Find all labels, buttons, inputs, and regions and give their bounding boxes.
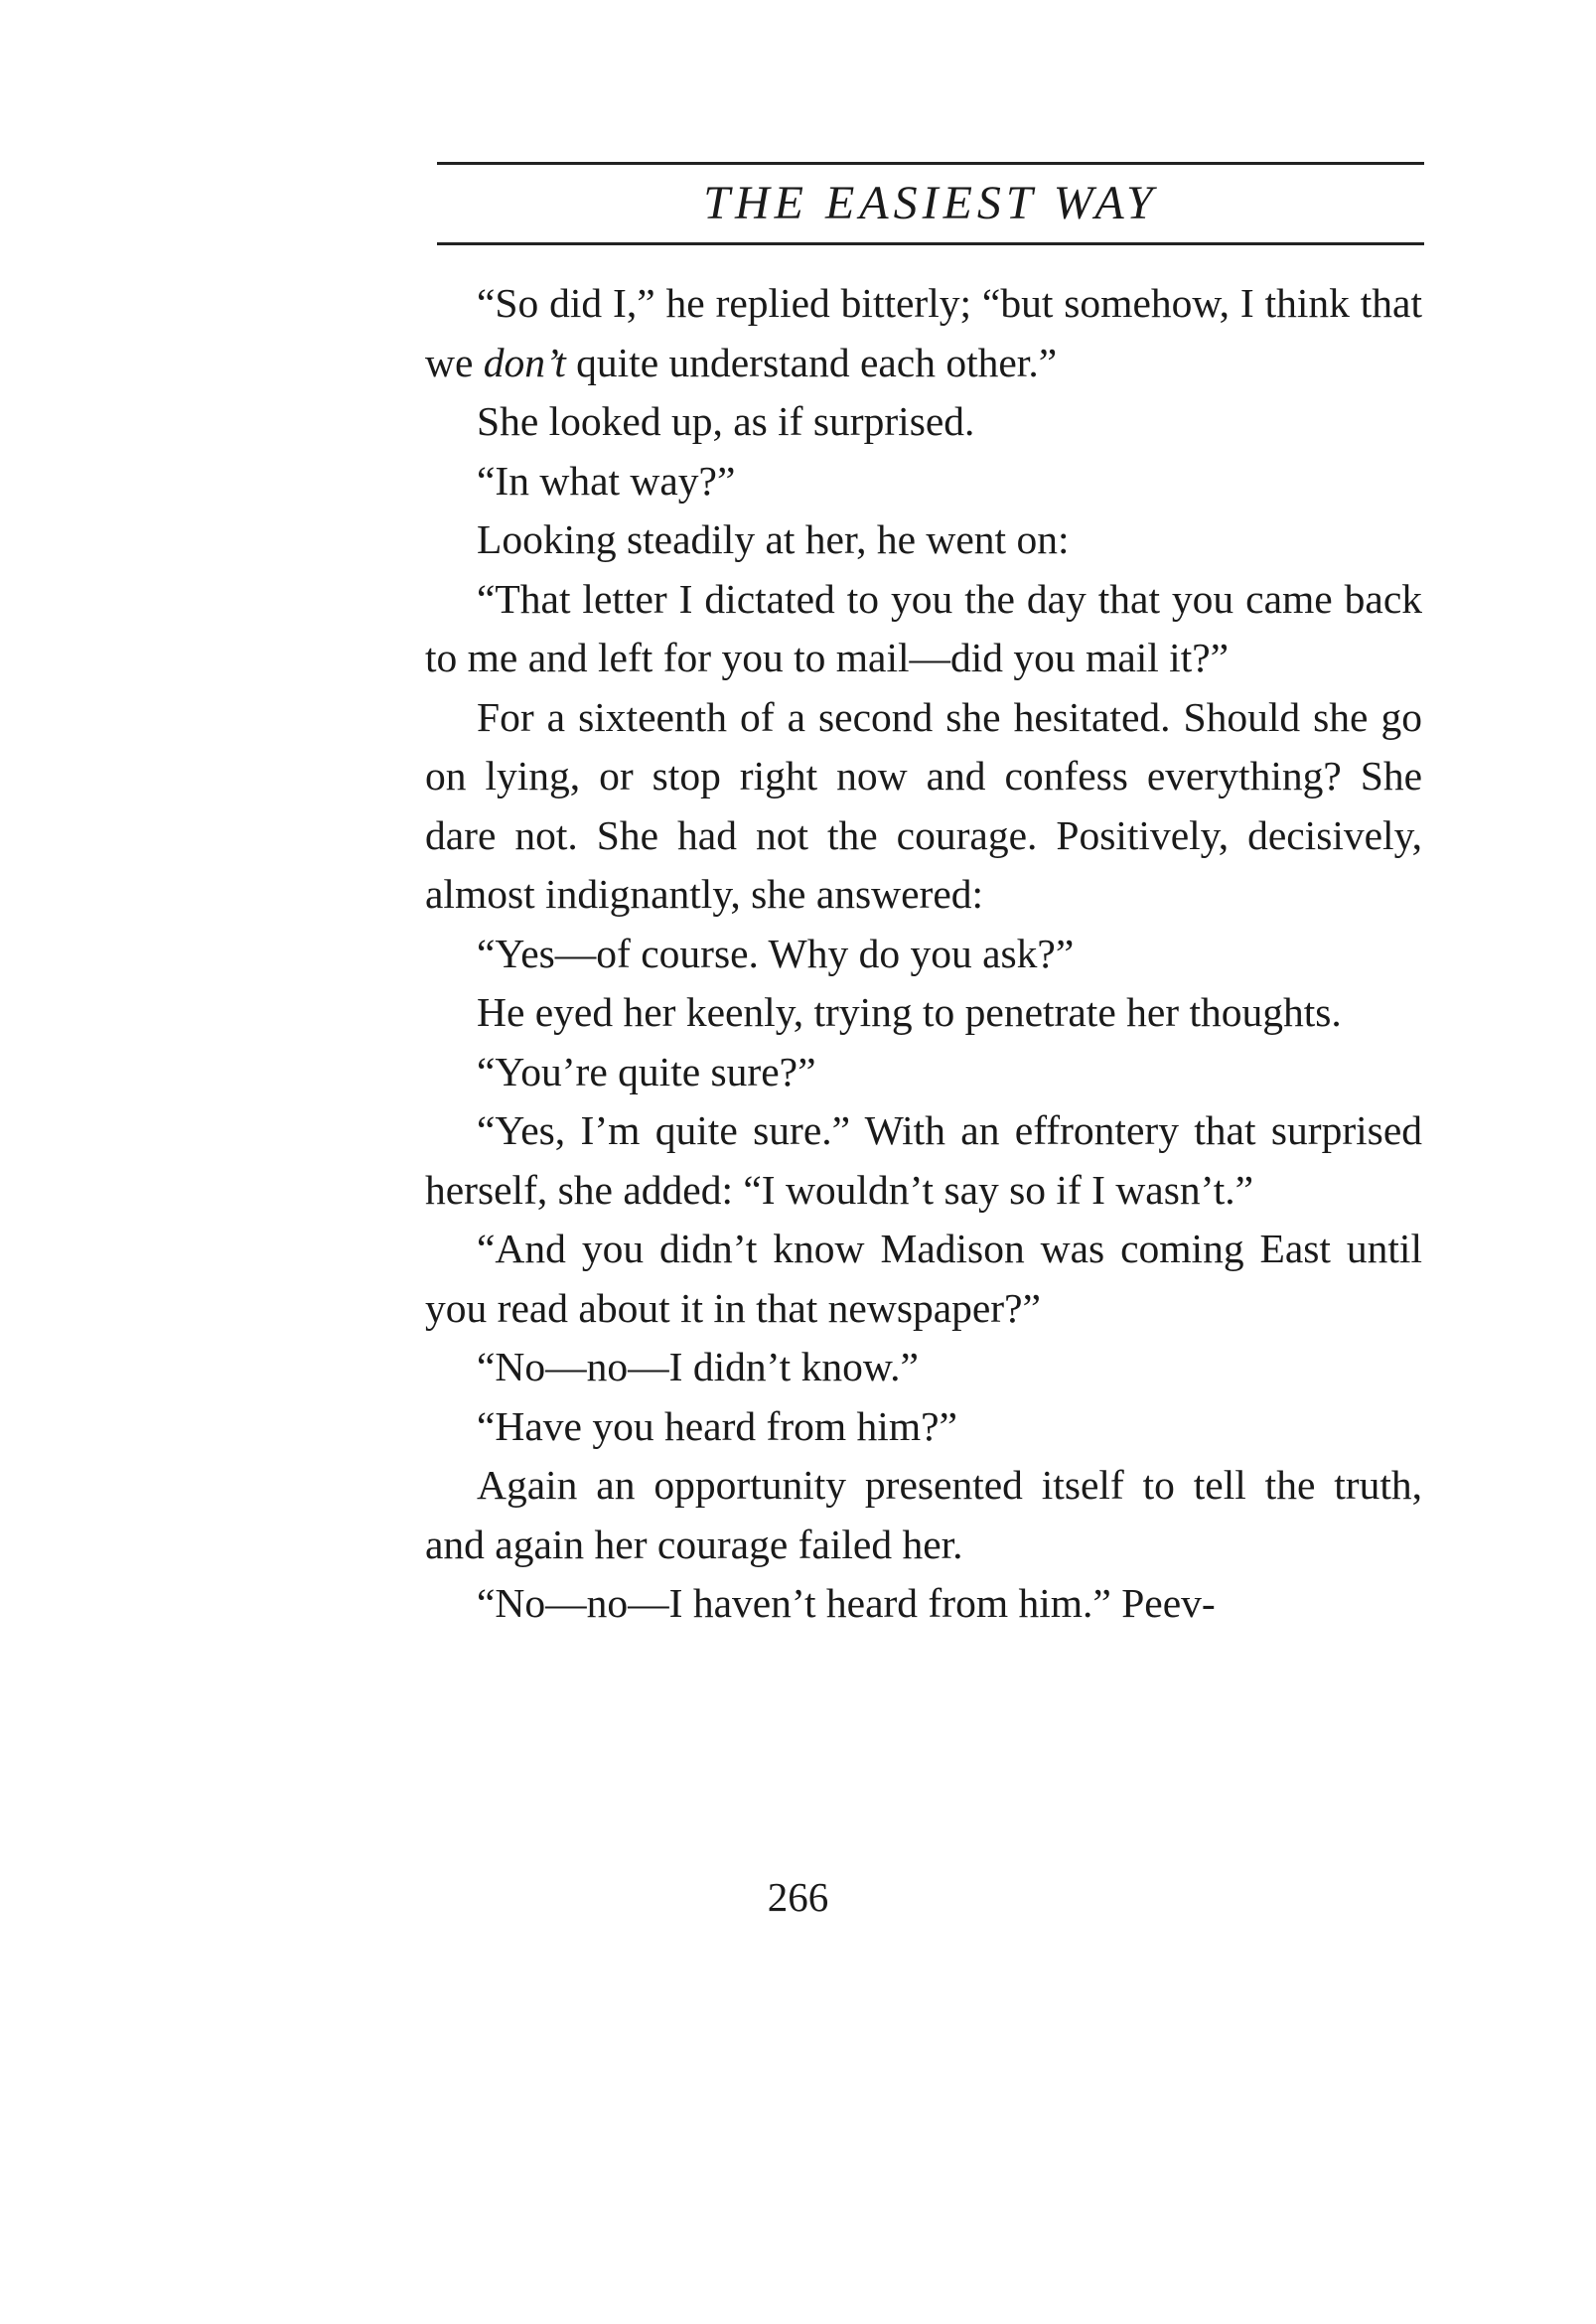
text-run: quite understand each other.” bbox=[565, 339, 1058, 385]
running-head: THE EASIEST WAY bbox=[703, 177, 1158, 229]
text-run: “And you didn’t know Madison was coming East until you read about it in that newspaper?” bbox=[425, 1226, 1422, 1331]
text-run: He eyed her keenly, trying to penetrate her thoughts. bbox=[477, 989, 1342, 1035]
paragraph bbox=[425, 570, 1422, 688]
text-run: “No—no—I haven’t heard from him.” Peev- bbox=[477, 1580, 1216, 1626]
text-run: “That letter I dictated to you the day that you came back to me and left for you to mail—did you mail it?” bbox=[425, 575, 1422, 680]
italic-text: don’t bbox=[483, 339, 566, 385]
text-run: For a sixteenth of a second she hesitated. Should she go on lying, or stop right now and confess everything? She dare not. She had not the courage. Positively, decisively, almost indignantly, she answered: bbox=[425, 693, 1422, 917]
paragraph bbox=[425, 983, 1422, 1043]
paragraph bbox=[425, 925, 1422, 984]
body-text bbox=[425, 274, 1422, 1634]
text-run: “In what way?” bbox=[477, 457, 736, 504]
text-run: “Have you heard from him?” bbox=[477, 1402, 957, 1449]
text-run: She looked up, as if surprised. bbox=[477, 398, 975, 444]
paragraph bbox=[425, 1397, 1422, 1457]
text-run: “So did I,” he replied bitterly; “but somehow, I think that we bbox=[425, 280, 1422, 385]
header-top-rule bbox=[437, 162, 1424, 165]
text-run: “You’re quite sure?” bbox=[477, 1048, 816, 1094]
paragraph bbox=[425, 1043, 1422, 1102]
paragraph bbox=[425, 688, 1422, 925]
paragraph bbox=[425, 1101, 1422, 1220]
text-run: “Yes—of course. Why do you ask?” bbox=[477, 930, 1075, 976]
text-run: “No—no—I didn’t know.” bbox=[477, 1344, 919, 1389]
text-run: Again an opportunity presented itself to tell the truth, and again her courage failed her. bbox=[425, 1462, 1422, 1567]
paragraph bbox=[425, 1456, 1422, 1574]
header-bottom-rule bbox=[437, 242, 1424, 245]
paragraph bbox=[425, 452, 1422, 511]
text-run: Looking steadily at her, he went on: bbox=[477, 516, 1070, 562]
paragraph bbox=[425, 510, 1422, 570]
paragraph bbox=[425, 1220, 1422, 1338]
text-run: “Yes, I’m quite sure.” With an effrontery that surprised herself, she added: “I wouldn’t say so if I wasn’t.” bbox=[425, 1107, 1422, 1213]
page-number: 266 bbox=[767, 1874, 829, 1920]
paragraph bbox=[425, 392, 1422, 452]
paragraph bbox=[425, 1338, 1422, 1397]
paragraph bbox=[425, 1574, 1422, 1634]
paragraph bbox=[425, 274, 1422, 392]
